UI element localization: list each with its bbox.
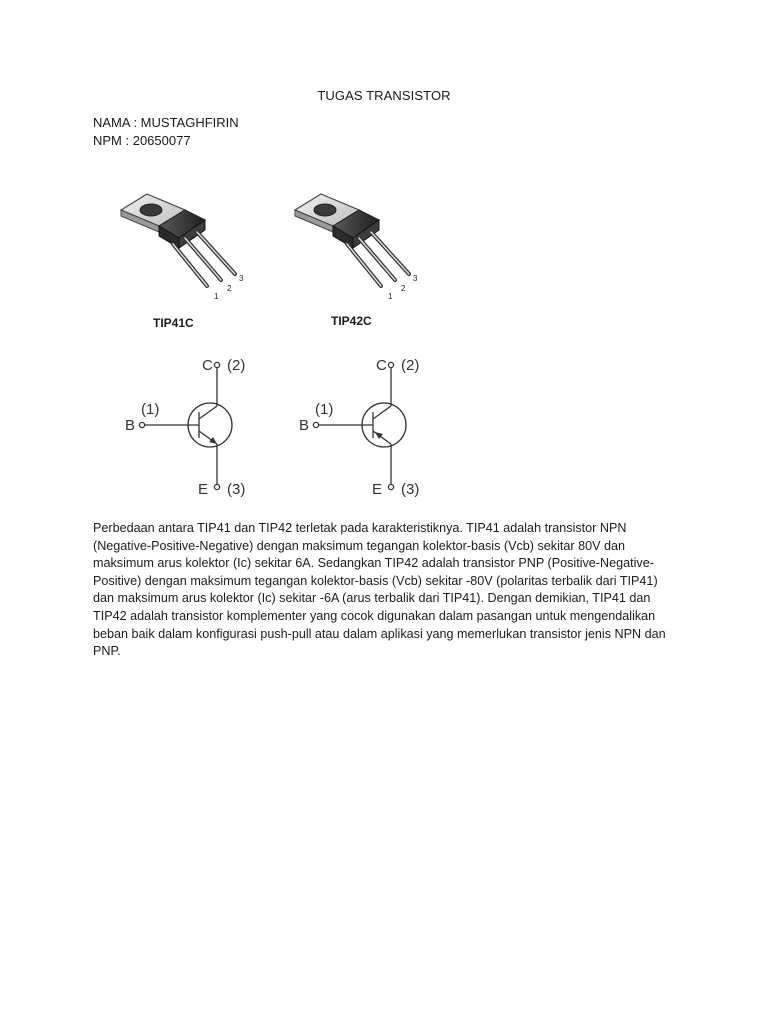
npn-base-pin: (1) — [141, 401, 160, 418]
tip41c-label: TIP41C — [153, 316, 194, 330]
body-paragraph: Perbedaan antara TIP41 dan TIP42 terletak pada karakteristiknya. TIP41 adalah transistor NPN (Negative-Positive-Negative) dengan maksimum tegangan kolektor-basis (Vcb) sekitar 80V dan maksimum arus kolektor (Ic) sekitar 6A. Sedangkan TIP42 adalah transistor PNP (Positive-Negative-Positive) dengan maksimum tegangan kolektor-basis (Vcb) sekitar -80V (polaritas terbalik dari TIP41) dan maksimum arus kolektor (Ic) sekitar -6A (arus terbalik dari TIP41). Dengan demikian, TIP41 dan TIP42 adalah transistor komplementer yang cocok digunakan dalam pasangan untuk mengendalikan beban baik dalam konfigurasi push-pull atau dalam aplikasi yang memerlukan transistor jenis NPN dan PNP. — [93, 521, 666, 659]
npn-base-letter: B — [125, 417, 136, 434]
tip41c-pin-2: 2 — [227, 284, 232, 293]
document-title: TUGAS TRANSISTOR — [317, 88, 451, 103]
pnp-emitter-letter: E — [372, 481, 383, 498]
student-name: NAMA : MUSTAGHFIRIN — [93, 115, 239, 130]
transistor-figure — [93, 182, 473, 512]
tip41c-pin-3: 3 — [239, 274, 244, 283]
pnp-symbol — [313, 362, 406, 489]
tip42c-pin-1: 1 — [388, 292, 393, 301]
tip41c-package — [121, 194, 244, 330]
tip42c-package — [295, 194, 418, 328]
npn-emitter-pin: (3) — [227, 481, 246, 498]
pnp-emitter-pin: (3) — [401, 481, 420, 498]
npn-collector-pin: (2) — [227, 357, 246, 374]
student-npm: NPM : 20650077 — [93, 133, 191, 148]
pnp-collector-letter: C — [376, 357, 387, 374]
tip42c-pin-3: 3 — [413, 274, 418, 283]
pnp-base-letter: B — [299, 417, 310, 434]
pnp-collector-pin: (2) — [401, 357, 420, 374]
tip42c-label: TIP42C — [331, 314, 372, 328]
npn-emitter-letter: E — [198, 481, 209, 498]
tip41c-pin-1: 1 — [214, 292, 219, 301]
npn-collector-letter: C — [202, 357, 213, 374]
npn-symbol — [139, 362, 232, 489]
pnp-base-pin: (1) — [315, 401, 334, 418]
tip42c-pin-2: 2 — [401, 284, 406, 293]
